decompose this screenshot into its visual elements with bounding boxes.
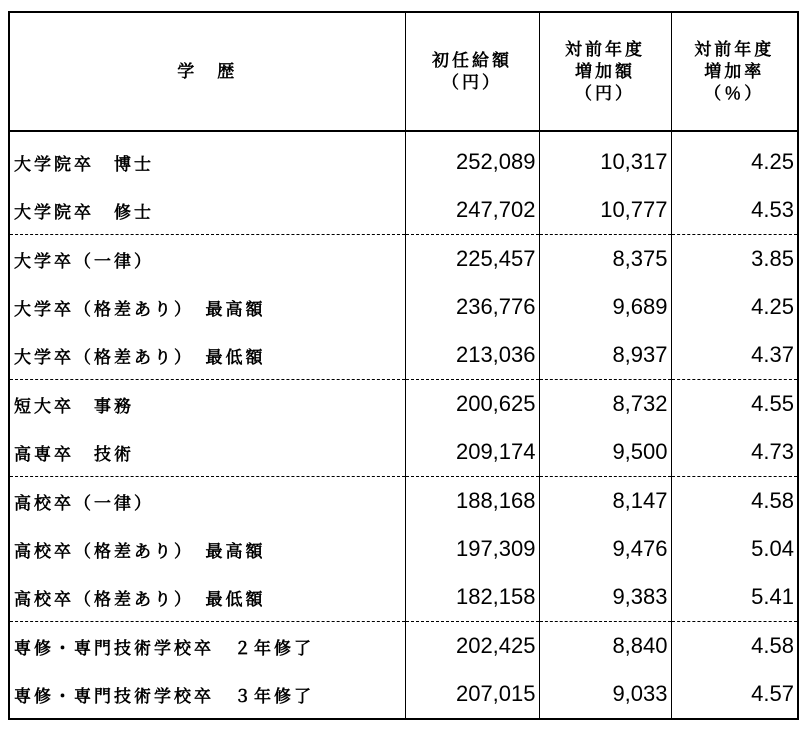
rate-cell: 4.58 <box>671 622 798 671</box>
increase-cell: 10,317 <box>539 131 671 186</box>
increase-cell: 10,777 <box>539 186 671 235</box>
salary-cell: 197,309 <box>405 525 539 573</box>
increase-cell: 8,732 <box>539 380 671 429</box>
table-row <box>9 525 798 573</box>
table-row <box>9 186 798 235</box>
row-label: 高専卒 技術 <box>9 428 405 477</box>
increase-cell: 9,689 <box>539 283 671 331</box>
rate-cell: 5.41 <box>671 573 798 622</box>
row-label: 大学院卒 修士 <box>9 186 405 235</box>
increase-cell: 9,500 <box>539 428 671 477</box>
salary-cell: 247,702 <box>405 186 539 235</box>
salary-cell: 200,625 <box>405 380 539 429</box>
increase-cell: 9,033 <box>539 670 671 719</box>
table-row <box>9 331 798 380</box>
table-row <box>9 622 798 671</box>
increase-cell: 8,840 <box>539 622 671 671</box>
table-row <box>9 670 798 719</box>
increase-cell: 8,375 <box>539 235 671 284</box>
row-label: 大学卒（格差あり） 最高額 <box>14 299 266 320</box>
row-label: 短大卒 事務 <box>14 396 134 417</box>
row-label: 高校卒（格差あり） 最高額 <box>14 541 266 562</box>
increase-cell: 8,937 <box>539 331 671 380</box>
row-label: 高校卒（格差あり） 最低額 <box>9 573 405 622</box>
increase-cell: 9,383 <box>539 573 671 622</box>
table-header-row <box>9 12 798 131</box>
table-row <box>9 380 798 429</box>
table-row <box>9 131 798 186</box>
rate-cell: 4.73 <box>671 428 798 477</box>
table-row <box>9 477 798 526</box>
rate-cell: 4.25 <box>671 131 798 186</box>
header-education: 学 歴 <box>9 12 405 131</box>
row-label: 大学院卒 博士 <box>14 154 154 175</box>
row-label: 専修・専門技術学校卒 ２年修了 <box>14 638 314 659</box>
table-row <box>9 235 798 284</box>
salary-cell: 188,168 <box>405 477 539 526</box>
salary-cell: 202,425 <box>405 622 539 671</box>
rate-cell: 3.85 <box>671 235 798 284</box>
row-label: 高校卒（一律） <box>14 493 154 514</box>
header-yoy-rate: 対前年度 増加率 （％） <box>671 12 798 131</box>
header-yoy-increase: 対前年度 増加額 （円） <box>539 12 671 131</box>
increase-cell: 9,476 <box>539 525 671 573</box>
table-row <box>9 428 798 477</box>
salary-cell: 236,776 <box>405 283 539 331</box>
salary-cell: 209,174 <box>405 428 539 477</box>
increase-cell: 8,147 <box>539 477 671 526</box>
salary-cell: 225,457 <box>405 235 539 284</box>
rate-cell: 4.58 <box>671 477 798 526</box>
salary-cell: 182,158 <box>405 573 539 622</box>
rate-cell: 4.57 <box>671 670 798 719</box>
rate-cell: 4.55 <box>671 380 798 429</box>
salary-table-container <box>8 11 797 720</box>
rate-cell: 4.37 <box>671 331 798 380</box>
salary-cell: 213,036 <box>405 331 539 380</box>
table-row <box>9 573 798 622</box>
starting-salary-table <box>8 11 799 720</box>
salary-cell: 252,089 <box>405 131 539 186</box>
rate-cell: 4.25 <box>671 283 798 331</box>
header-starting-salary: 初任給額 （円） <box>405 12 539 131</box>
table-row <box>9 283 798 331</box>
rate-cell: 4.53 <box>671 186 798 235</box>
salary-cell: 207,015 <box>405 670 539 719</box>
row-label: 大学卒（格差あり） 最低額 <box>9 331 405 380</box>
row-label: 大学卒（一律） <box>14 251 154 272</box>
row-label: 専修・専門技術学校卒 ３年修了 <box>14 686 314 707</box>
rate-cell: 5.04 <box>671 525 798 573</box>
